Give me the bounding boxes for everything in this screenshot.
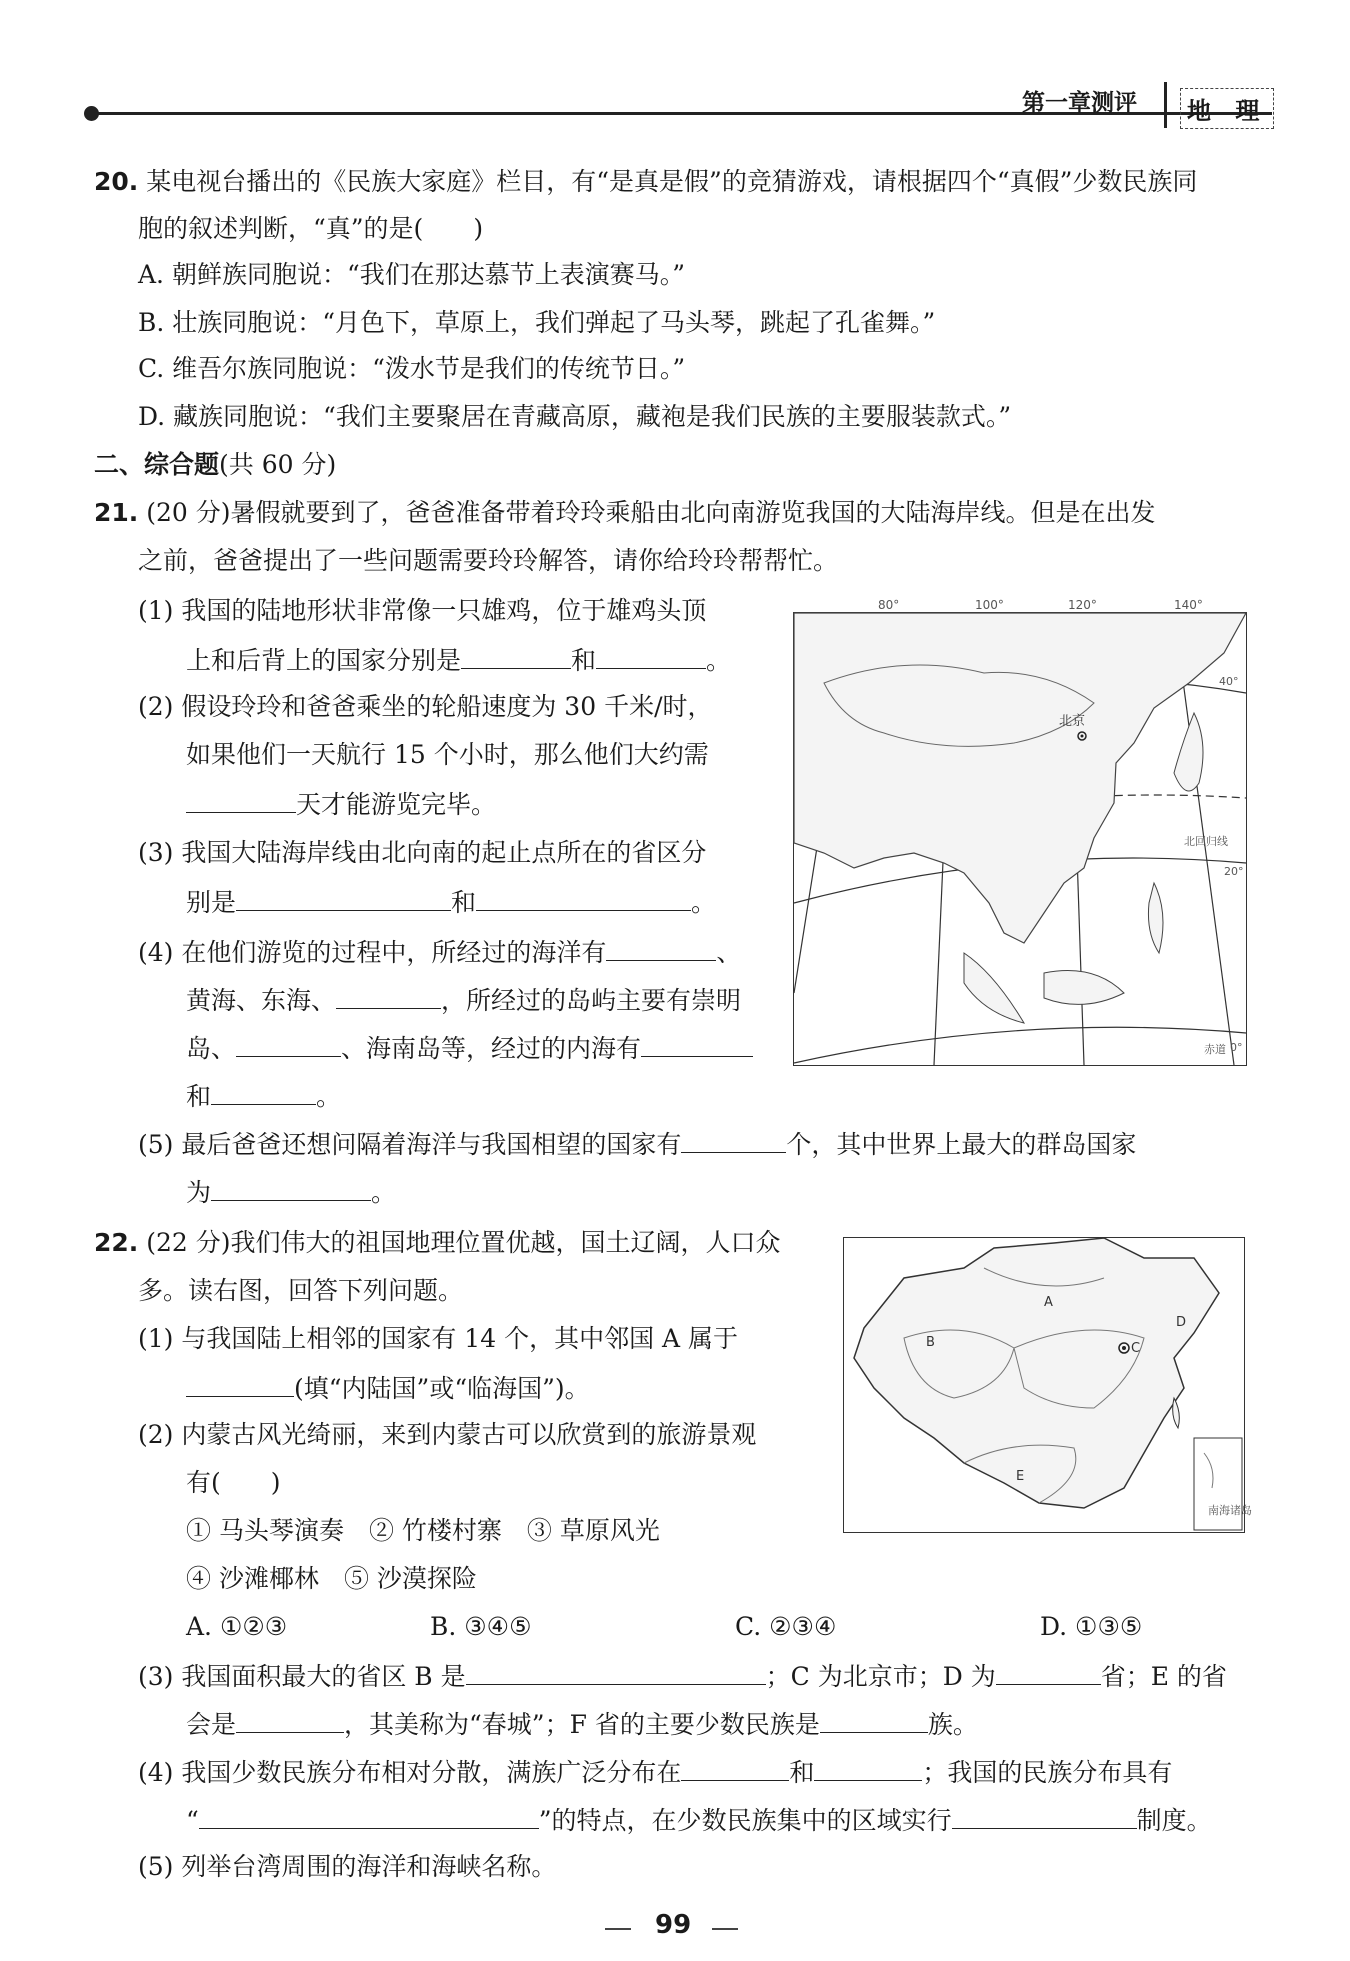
q22-p4-a-and: 和: [789, 1758, 815, 1787]
q22-p4-b-mid: ”的特点，在少数民族集中的区域实行: [538, 1806, 952, 1835]
q22-answer-blank-7[interactable]: [814, 1754, 922, 1781]
q21-p4-a: [138, 934, 741, 970]
q21-p4-d-end: 。: [316, 1082, 342, 1111]
q22-p1-b: [186, 1370, 590, 1406]
q21-answer-blank-3[interactable]: [186, 786, 296, 813]
asia-map: [793, 612, 1247, 1066]
header-separator: [1164, 82, 1167, 128]
q20-option-b: B. 壮族同胞说：“月色下，草原上，我们弹起了马头琴，跳起了孔雀舞。”: [138, 308, 936, 337]
q21-p2-c-text: 天才能游览完毕。: [296, 790, 497, 819]
q22-p4-b-end: 制度。: [1136, 1806, 1212, 1835]
lon-label-120: 120°: [1068, 598, 1097, 612]
q22-stem-1: (22 分)我们伟大的祖国地理位置优越，国土辽阔，人口众: [146, 1228, 781, 1257]
q22-p5: (5) 列举台湾周围的海洋和海峡名称。: [138, 1852, 557, 1881]
q21-p1-b: [186, 642, 731, 678]
q21-answer-blank-10[interactable]: [211, 1078, 316, 1105]
q22-p3-a-mid: ；C 为北京市；D 为: [765, 1662, 996, 1691]
q22-answer-blank-6[interactable]: [681, 1754, 789, 1781]
q21-p2-a: (2) 假设玲玲和爸爸乘坐的轮船速度为 30 千米/时，: [138, 692, 713, 721]
q20-stem-1: 某电视台播出的《民族大家庭》栏目，有“是真是假”的竞猜游戏，请根据四个“真假”少数民族同: [146, 167, 1198, 196]
q22-items-1: ① 马头琴演奏 ② 竹楼村寨 ③ 草原风光: [186, 1516, 660, 1545]
q21-p4-d: [186, 1078, 341, 1114]
header-dot: [84, 106, 99, 121]
q22-line-1: [94, 1226, 781, 1260]
lon-label-140: 140°: [1174, 598, 1203, 612]
q21-p1-b-text: 上和后背上的国家分别是: [186, 646, 462, 675]
asia-map-figure: [794, 613, 1246, 1065]
china-map-label-e: E: [1016, 1469, 1025, 1484]
q22-answer-blank-4[interactable]: [236, 1706, 344, 1733]
q21-p5-a-text: (5) 最后爸爸还想问隔着海洋与我国相望的国家有: [138, 1130, 682, 1159]
section-2-title: 二、综合题: [94, 450, 220, 479]
q21-p1-a: (1) 我国的陆地形状非常像一只雄鸡，位于雄鸡头顶: [138, 596, 707, 625]
china-map-figure: [844, 1238, 1252, 1532]
q21-answer-blank-6[interactable]: [606, 934, 716, 961]
q22-choice-d: D. ①③⑤: [1040, 1612, 1143, 1641]
lon-label-80: 80°: [878, 598, 900, 612]
q21-p5-a-end: 个，其中世界上最大的群岛国家: [786, 1130, 1137, 1159]
q22-items-2: ④ 沙滩椰林 ⑤ 沙漠探险: [186, 1564, 477, 1593]
q21-p4-c-text: 岛、: [186, 1034, 237, 1063]
chapter-title: 第一章测评: [1022, 90, 1137, 116]
q20-option-a: A. 朝鲜族同胞说：“我们在那达慕节上表演赛马。”: [138, 260, 686, 289]
q22-answer-blank-1[interactable]: [186, 1370, 294, 1397]
equator-label: 赤道: [1204, 1043, 1226, 1056]
china-map-label-a: A: [1044, 1295, 1053, 1310]
q21-p4-a-end: 、: [716, 938, 742, 967]
beijing-label: 北京: [1059, 714, 1086, 729]
q21-p2-c: [186, 786, 496, 822]
q21-line-1: [94, 496, 1156, 530]
q22-answer-blank-5[interactable]: [820, 1706, 928, 1733]
q22-p1-b-text: (填“内陆国”或“临海国”)。: [294, 1374, 590, 1403]
footer-dash-left: [605, 1928, 631, 1930]
q21-p4-d-text: 和: [186, 1082, 212, 1111]
q22-p3-a-end: 省；E 的省: [1100, 1662, 1227, 1691]
q21-stem-1: (20 分)暑假就要到了，爸爸准备带着玲玲乘船由北向南游览我国的大陆海岸线。但是在出发: [146, 498, 1156, 527]
q22-p1-a: (1) 与我国陆上相邻的国家有 14 个，其中邻国 A 属于: [138, 1324, 739, 1353]
subject-label: 地 理: [1180, 88, 1274, 129]
section-2-score: (共 60 分): [219, 450, 337, 479]
q22-choice-c: C. ②③④: [735, 1612, 837, 1641]
header-rule: [88, 112, 1164, 115]
q21-answer-blank-12[interactable]: [211, 1174, 371, 1201]
q22-p3-b-mid: ，其美称为“春城”；F 省的主要少数民族是: [344, 1710, 820, 1739]
q21-p1-b-end: 。: [706, 646, 732, 675]
q21-p3-a: (3) 我国大陆海岸线由北向南的起止点所在的省区分: [138, 838, 707, 867]
china-map-label-c: C: [1131, 1341, 1141, 1356]
q22-p4-b-open-quote: “: [186, 1806, 199, 1835]
lat-label-0: 0°: [1230, 1041, 1243, 1054]
q21-p5-b: [186, 1174, 396, 1210]
q21-stem-2: 之前，爸爸提出了一些问题需要玲玲解答，请你给玲玲帮帮忙。: [138, 546, 839, 575]
china-map-label-d: D: [1176, 1315, 1187, 1330]
q21-p5-a: [138, 1126, 1136, 1162]
q22-p3-b-end: 族。: [927, 1710, 978, 1739]
q22-answer-blank-9[interactable]: [952, 1802, 1137, 1829]
q22-p3-a-text: (3) 我国面积最大的省区 B 是: [138, 1662, 466, 1691]
q22-answer-blank-2[interactable]: [466, 1658, 766, 1685]
footer-dash-right: [712, 1928, 738, 1930]
q21-answer-blank-9[interactable]: [641, 1030, 753, 1057]
q21-answer-blank-8[interactable]: [236, 1030, 341, 1057]
q22-p3-a: [138, 1658, 1227, 1694]
china-map: [843, 1237, 1252, 1533]
q22-stem-2: 多。读右图，回答下列问题。: [138, 1276, 464, 1305]
china-map-label-b: B: [926, 1335, 935, 1350]
q21-p3-b: [186, 884, 716, 920]
q22-number: 22.: [94, 1228, 139, 1257]
lon-label-100: 100°: [975, 598, 1004, 612]
q20-stem-2: 胞的叙述判断，“真”的是( ): [138, 214, 484, 243]
q21-p4-a-text: (4) 在他们游览的过程中，所经过的海洋有: [138, 938, 607, 967]
q20-option-c: C. 维吾尔族同胞说：“泼水节是我们的传统节日。”: [138, 354, 686, 383]
page-number: 99: [655, 1910, 692, 1940]
tropic-label: 北回归线: [1184, 835, 1228, 848]
q21-answer-blank-2[interactable]: [596, 642, 706, 669]
q20-line-1: [94, 165, 1197, 199]
q21-p2-b: 如果他们一天航行 15 个小时，那么他们大约需: [186, 740, 709, 769]
q20-option-d: D. 藏族同胞说：“我们主要聚居在青藏高原，藏袍是我们民族的主要服装款式。”: [138, 402, 1012, 431]
q22-choice-b: B. ③④⑤: [430, 1612, 532, 1641]
q21-p3-b-and: 和: [451, 888, 477, 917]
q21-p3-b-end: 。: [691, 888, 717, 917]
q21-p4-c: [186, 1030, 753, 1066]
q22-p3-b-text: 会是: [186, 1710, 237, 1739]
q21-answer-blank-11[interactable]: [681, 1126, 786, 1153]
q21-p4-b: [186, 982, 741, 1018]
q22-p3-b: [186, 1706, 978, 1742]
q21-number: 21.: [94, 498, 139, 527]
q21-p4-b-end: ，所经过的岛屿主要有崇明: [441, 986, 742, 1015]
q21-p1-b-and: 和: [571, 646, 597, 675]
q22-p4-b: [186, 1802, 1212, 1838]
q21-p5-b-end: 。: [371, 1178, 397, 1207]
q21-p4-c-end: 、海南岛等，经过的内海有: [341, 1034, 642, 1063]
section-2-heading: [94, 448, 336, 482]
q22-answer-blank-3[interactable]: [996, 1658, 1101, 1685]
q21-answer-blank-1[interactable]: [461, 642, 571, 669]
q21-answer-blank-7[interactable]: [336, 982, 441, 1009]
q22-p2-b: 有( ): [186, 1468, 281, 1497]
q22-answer-blank-8[interactable]: [199, 1802, 539, 1829]
q21-answer-blank-4[interactable]: [236, 884, 451, 911]
lat-label-20: 20°: [1224, 865, 1244, 878]
q22-p4-a: [138, 1754, 1172, 1790]
q22-p4-a-end: ；我国的民族分布具有: [922, 1758, 1173, 1787]
south-sea-islands-label: 南海诸岛: [1208, 1504, 1252, 1517]
q22-p2-a: (2) 内蒙古风光绮丽，来到内蒙古可以欣赏到的旅游景观: [138, 1420, 757, 1449]
lat-label-40: 40°: [1219, 675, 1239, 688]
q21-p4-b-text: 黄海、东海、: [186, 986, 337, 1015]
q21-p5-b-text: 为: [186, 1178, 212, 1207]
q22-p4-a-text: (4) 我国少数民族分布相对分散，满族广泛分布在: [138, 1758, 682, 1787]
q20-number: 20.: [94, 167, 139, 196]
q21-p3-b-text: 别是: [186, 888, 237, 917]
q21-answer-blank-5[interactable]: [476, 884, 691, 911]
q22-choice-a: A. ①②③: [186, 1612, 288, 1641]
